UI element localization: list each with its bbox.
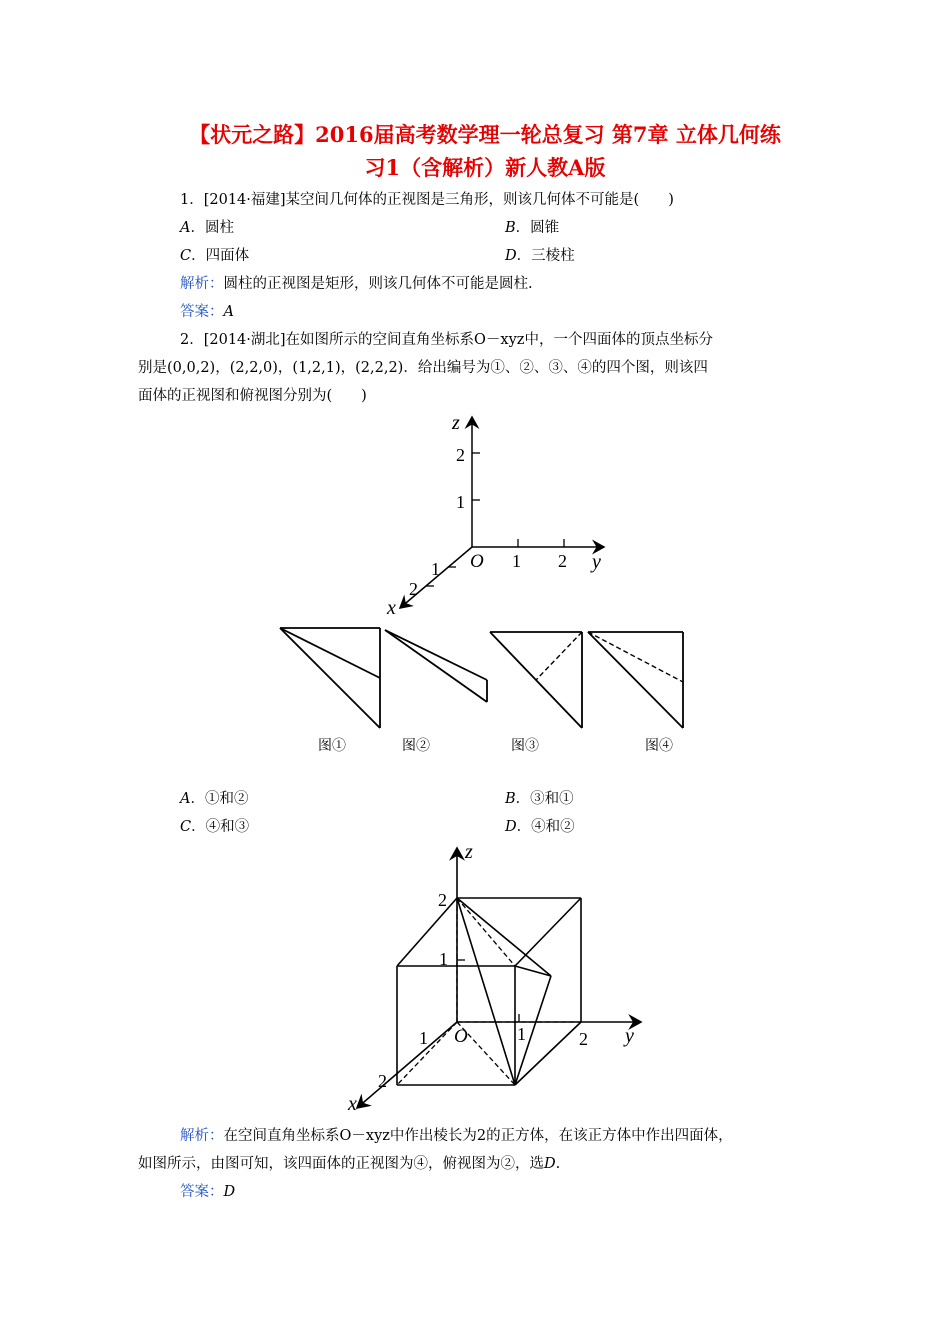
- caption-figure-4: 图④: [645, 739, 673, 754]
- origin-label: O: [454, 1026, 468, 1047]
- z-tick-2: 2: [456, 445, 465, 465]
- option-text: ．③和①: [515, 791, 574, 807]
- option-letter: D: [505, 248, 517, 264]
- q1-option-d: [505, 246, 575, 266]
- q2-option-c: [180, 817, 249, 837]
- y-tick-1: 1: [512, 551, 521, 571]
- x-tick-2: 2: [378, 1071, 387, 1091]
- caption-figure-3: 图③: [511, 739, 539, 754]
- z-tick-2: 2: [438, 890, 447, 910]
- q2-option-a: [180, 789, 248, 809]
- z-label: z: [465, 841, 473, 863]
- answer-label: 答案：: [180, 304, 224, 320]
- analysis-end: .: [555, 1156, 561, 1172]
- analysis-choice: D: [544, 1156, 556, 1172]
- caption-figure-2: 图②: [402, 739, 430, 754]
- option-letter: D: [505, 819, 517, 835]
- option-text: ．①和②: [190, 791, 249, 807]
- q2-analysis-line2: [138, 1154, 560, 1174]
- x-label: x: [387, 597, 396, 619]
- analysis-label: 解析：: [180, 276, 224, 292]
- y-label: y: [592, 551, 601, 573]
- z-tick-1: 1: [456, 492, 465, 512]
- page-title-line2: 习1（含解析）新人教A版: [364, 155, 606, 180]
- q1-answer: [180, 302, 234, 322]
- q2-stem-line3: 面体的正视图和俯视图分别为( ): [138, 388, 367, 404]
- y-label: y: [625, 1025, 634, 1047]
- answer-label: 答案：: [180, 1184, 224, 1200]
- x-axis: [357, 1022, 457, 1108]
- coordinate-axes-figure: [380, 405, 620, 620]
- q1-option-c: [180, 246, 249, 266]
- view-figures: [270, 620, 700, 760]
- option-letter: C: [180, 248, 192, 264]
- figure-4: [588, 632, 683, 728]
- q1-stem: 1．[2014·福建]某空间几何体的正视图是三角形，则该几何体不可能是( ): [180, 192, 674, 208]
- q2-option-b: [505, 789, 574, 809]
- y-tick-2: 2: [579, 1029, 588, 1049]
- answer-value: D: [223, 1184, 236, 1200]
- analysis-text: 圆柱的正视图是矩形，则该几何体不可能是圆柱.: [223, 276, 533, 292]
- option-text: ．④和③: [191, 819, 250, 835]
- x-tick-1: 1: [419, 1028, 428, 1048]
- q1-analysis: [180, 274, 533, 294]
- y-tick-1: 1: [517, 1024, 526, 1044]
- q2-option-d: [505, 817, 575, 837]
- cube-tetrahedron-figure: [335, 840, 655, 1120]
- figure-3: [490, 632, 582, 728]
- option-letter: B: [505, 220, 516, 236]
- q2-analysis-line1: [180, 1126, 733, 1146]
- origin-label: O: [470, 551, 484, 572]
- z-tick-1: 1: [439, 949, 448, 969]
- q1-option-b: [505, 218, 559, 238]
- option-text: ．四面体: [191, 248, 250, 264]
- x-tick-1: 1: [431, 559, 440, 579]
- analysis-label: 解析：: [180, 1128, 224, 1144]
- x-label: x: [348, 1093, 357, 1115]
- option-text: ．圆柱: [190, 220, 234, 236]
- answer-value: A: [223, 304, 234, 320]
- option-text: ．④和②: [516, 819, 575, 835]
- z-label: z: [452, 412, 460, 434]
- option-letter: A: [180, 791, 191, 807]
- q2-stem-line2: 别是(0,0,2)，(2,2,0)，(1,2,1)，(2,2,2)．给出编号为①、②、③、④的四个图，则该四: [138, 360, 708, 376]
- option-letter: A: [180, 220, 191, 236]
- figure-2: [385, 630, 487, 702]
- option-text: ．三棱柱: [516, 248, 575, 264]
- analysis-text: 在空间直角坐标系O－xyz中作出棱长为2的正方体，在该正方体中作出四面体，: [223, 1128, 733, 1144]
- q2-stem-line1: 2．[2014·湖北]在如图所示的空间直角坐标系O－xyz中，一个四面体的顶点坐标分: [180, 332, 713, 348]
- option-letter: C: [180, 819, 192, 835]
- analysis-text: 如图所示，由图可知，该四面体的正视图为④，俯视图为②，选: [138, 1156, 544, 1172]
- page-title-line1: 【状元之路】2016届高考数学理一轮总复习 第7章 立体几何练: [189, 122, 781, 147]
- option-letter: B: [505, 791, 516, 807]
- caption-figure-1: 图①: [318, 739, 346, 754]
- figure-1: [280, 628, 380, 728]
- q1-option-a: [180, 218, 234, 238]
- q2-answer: [180, 1182, 235, 1202]
- option-text: ．圆锥: [515, 220, 560, 236]
- y-tick-2: 2: [558, 551, 567, 571]
- x-tick-2: 2: [409, 579, 418, 599]
